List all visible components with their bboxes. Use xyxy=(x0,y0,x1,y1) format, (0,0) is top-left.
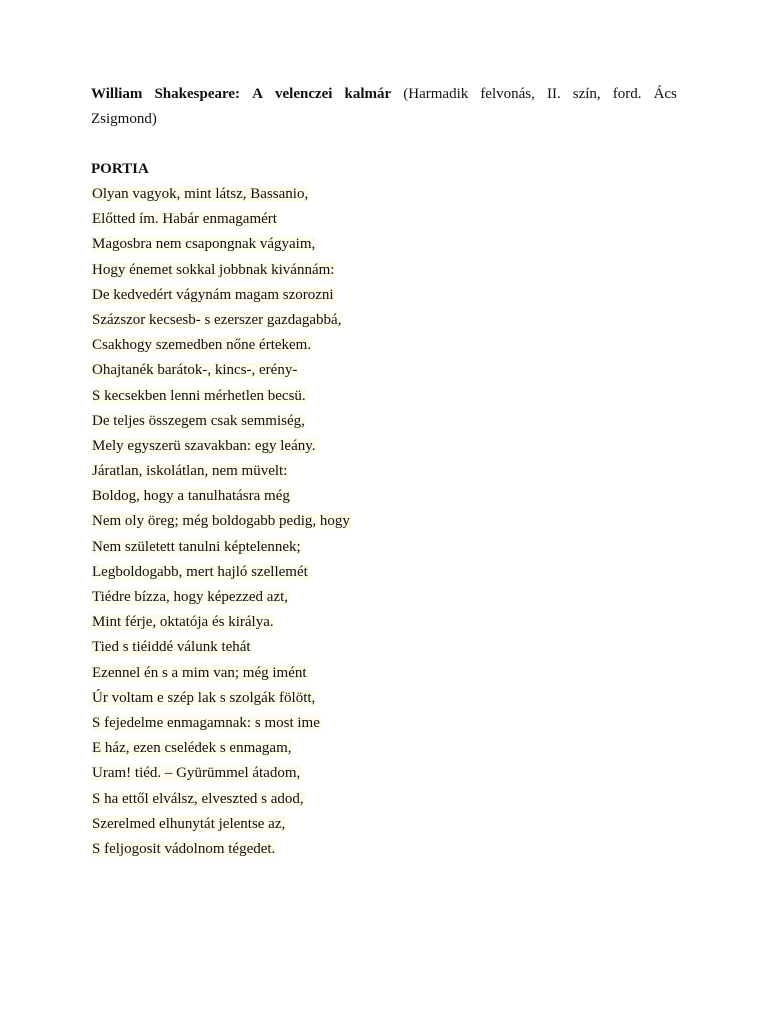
verse-line-text: De teljes összegem csak semmiség, xyxy=(92,412,305,429)
verse-line-text: Százszor kecsesb- s ezerszer gazdagabbá, xyxy=(92,311,342,328)
speaker-name: PORTIA xyxy=(91,161,149,177)
heading-source-word: (Harmadik xyxy=(403,86,469,102)
verse-line-text: Tied s tiéiddé válunk tehát xyxy=(92,639,251,656)
heading-source-word: felvonás, xyxy=(480,86,535,102)
heading-title-word: A xyxy=(252,86,263,102)
verse-line xyxy=(91,283,677,308)
heading-author-word: William xyxy=(91,86,143,102)
verse-line xyxy=(91,761,677,786)
verse-line xyxy=(91,812,677,837)
verse-line xyxy=(91,535,677,560)
verse-line-text: Szerelmed elhunytát jelentse az, xyxy=(92,815,286,832)
verse-line xyxy=(91,434,677,459)
verse-line xyxy=(91,585,677,610)
heading-source-word: ford. xyxy=(612,86,642,102)
heading-title-word: kalmár xyxy=(344,86,392,102)
verse-line xyxy=(91,736,677,761)
verse-line xyxy=(91,207,677,232)
verse-line xyxy=(91,484,677,509)
heading-source-word: Ács xyxy=(653,86,677,102)
verse-line-text: Járatlan, iskolátlan, nem müvelt: xyxy=(92,463,288,480)
heading-title-word: velenczei xyxy=(275,86,333,102)
verse-line xyxy=(91,258,677,283)
verse-line-text: Nem született tanulni képtelennek; xyxy=(92,538,301,555)
verse-line-text: S kecsekben lenni mérhetlen becsü. xyxy=(92,387,306,404)
verse-line xyxy=(91,560,677,585)
verse-line-text: Ohajtanék barátok-, kincs-, erény- xyxy=(92,362,298,379)
verse-line xyxy=(91,686,677,711)
heading-line-2: Zsigmond) xyxy=(91,111,157,127)
verse-line xyxy=(91,610,677,635)
verse-line-text: Olyan vagyok, mint látsz, Bassanio, xyxy=(92,186,309,202)
verse-line xyxy=(91,635,677,660)
verse-line-text: S ha ettől elválsz, elveszted s adod, xyxy=(92,790,304,807)
verse-line xyxy=(91,308,677,333)
verse-line-text: E ház, ezen cselédek s enmagam, xyxy=(92,740,292,757)
verse-line xyxy=(91,409,677,434)
verse-lines xyxy=(91,182,677,862)
verse-line-text: S feljogosit vádolnom tégedet. xyxy=(92,840,276,857)
heading-source-word: szín, xyxy=(572,86,601,102)
heading-source-word: II. xyxy=(546,86,561,102)
verse-line-text: Magosbra nem csapongnak vágyaim, xyxy=(92,236,316,253)
verse-line-text: Ezennel én s a mim van; még imént xyxy=(92,664,307,681)
verse-line-text: Csakhogy szemedben nőne értekem. xyxy=(92,337,312,354)
verse-line-text: S fejedelme enmagamnak: s most ime xyxy=(92,714,320,731)
verse-line-text: Előtted ím. Habár enmagamért xyxy=(92,211,277,228)
heading-author-word: Shakespeare: xyxy=(154,86,241,102)
verse-line-text: Boldog, hogy a tanulhatásra még xyxy=(92,488,290,505)
verse-line xyxy=(91,358,677,383)
verse-line-text: Úr voltam e szép lak s szolgák fölött, xyxy=(92,689,316,706)
verse-line xyxy=(91,711,677,736)
verse-line-text: De kedvedért vágynám magam szorozni xyxy=(92,286,334,303)
verse-line xyxy=(91,384,677,409)
verse-line xyxy=(91,459,677,484)
verse-line-text: Uram! tiéd. – Gyürümmel átadom, xyxy=(92,765,301,782)
verse-line xyxy=(91,232,677,257)
verse-line xyxy=(91,787,677,812)
verse-line xyxy=(91,182,677,207)
verse-line-text: Mint férje, oktatója és királya. xyxy=(92,614,274,631)
verse-line-text: Hogy énemet sokkal jobbnak kivánnám: xyxy=(92,261,335,278)
verse-line xyxy=(91,837,677,862)
verse-line-text: Mely egyszerü szavakban: egy leány. xyxy=(92,437,316,454)
document-heading xyxy=(91,82,677,132)
verse-line-text: Tiédre bízza, hogy képezzed azt, xyxy=(92,589,289,605)
verse-line-text: Nem oly öreg; még boldogabb pedig, hogy xyxy=(92,513,350,530)
verse-line xyxy=(91,661,677,686)
verse-line xyxy=(91,333,677,358)
heading-line-1 xyxy=(91,82,677,107)
document-page xyxy=(91,82,677,862)
verse-line-text: Legboldogabb, mert hajló szellemét xyxy=(92,563,308,580)
verse-line xyxy=(91,509,677,534)
